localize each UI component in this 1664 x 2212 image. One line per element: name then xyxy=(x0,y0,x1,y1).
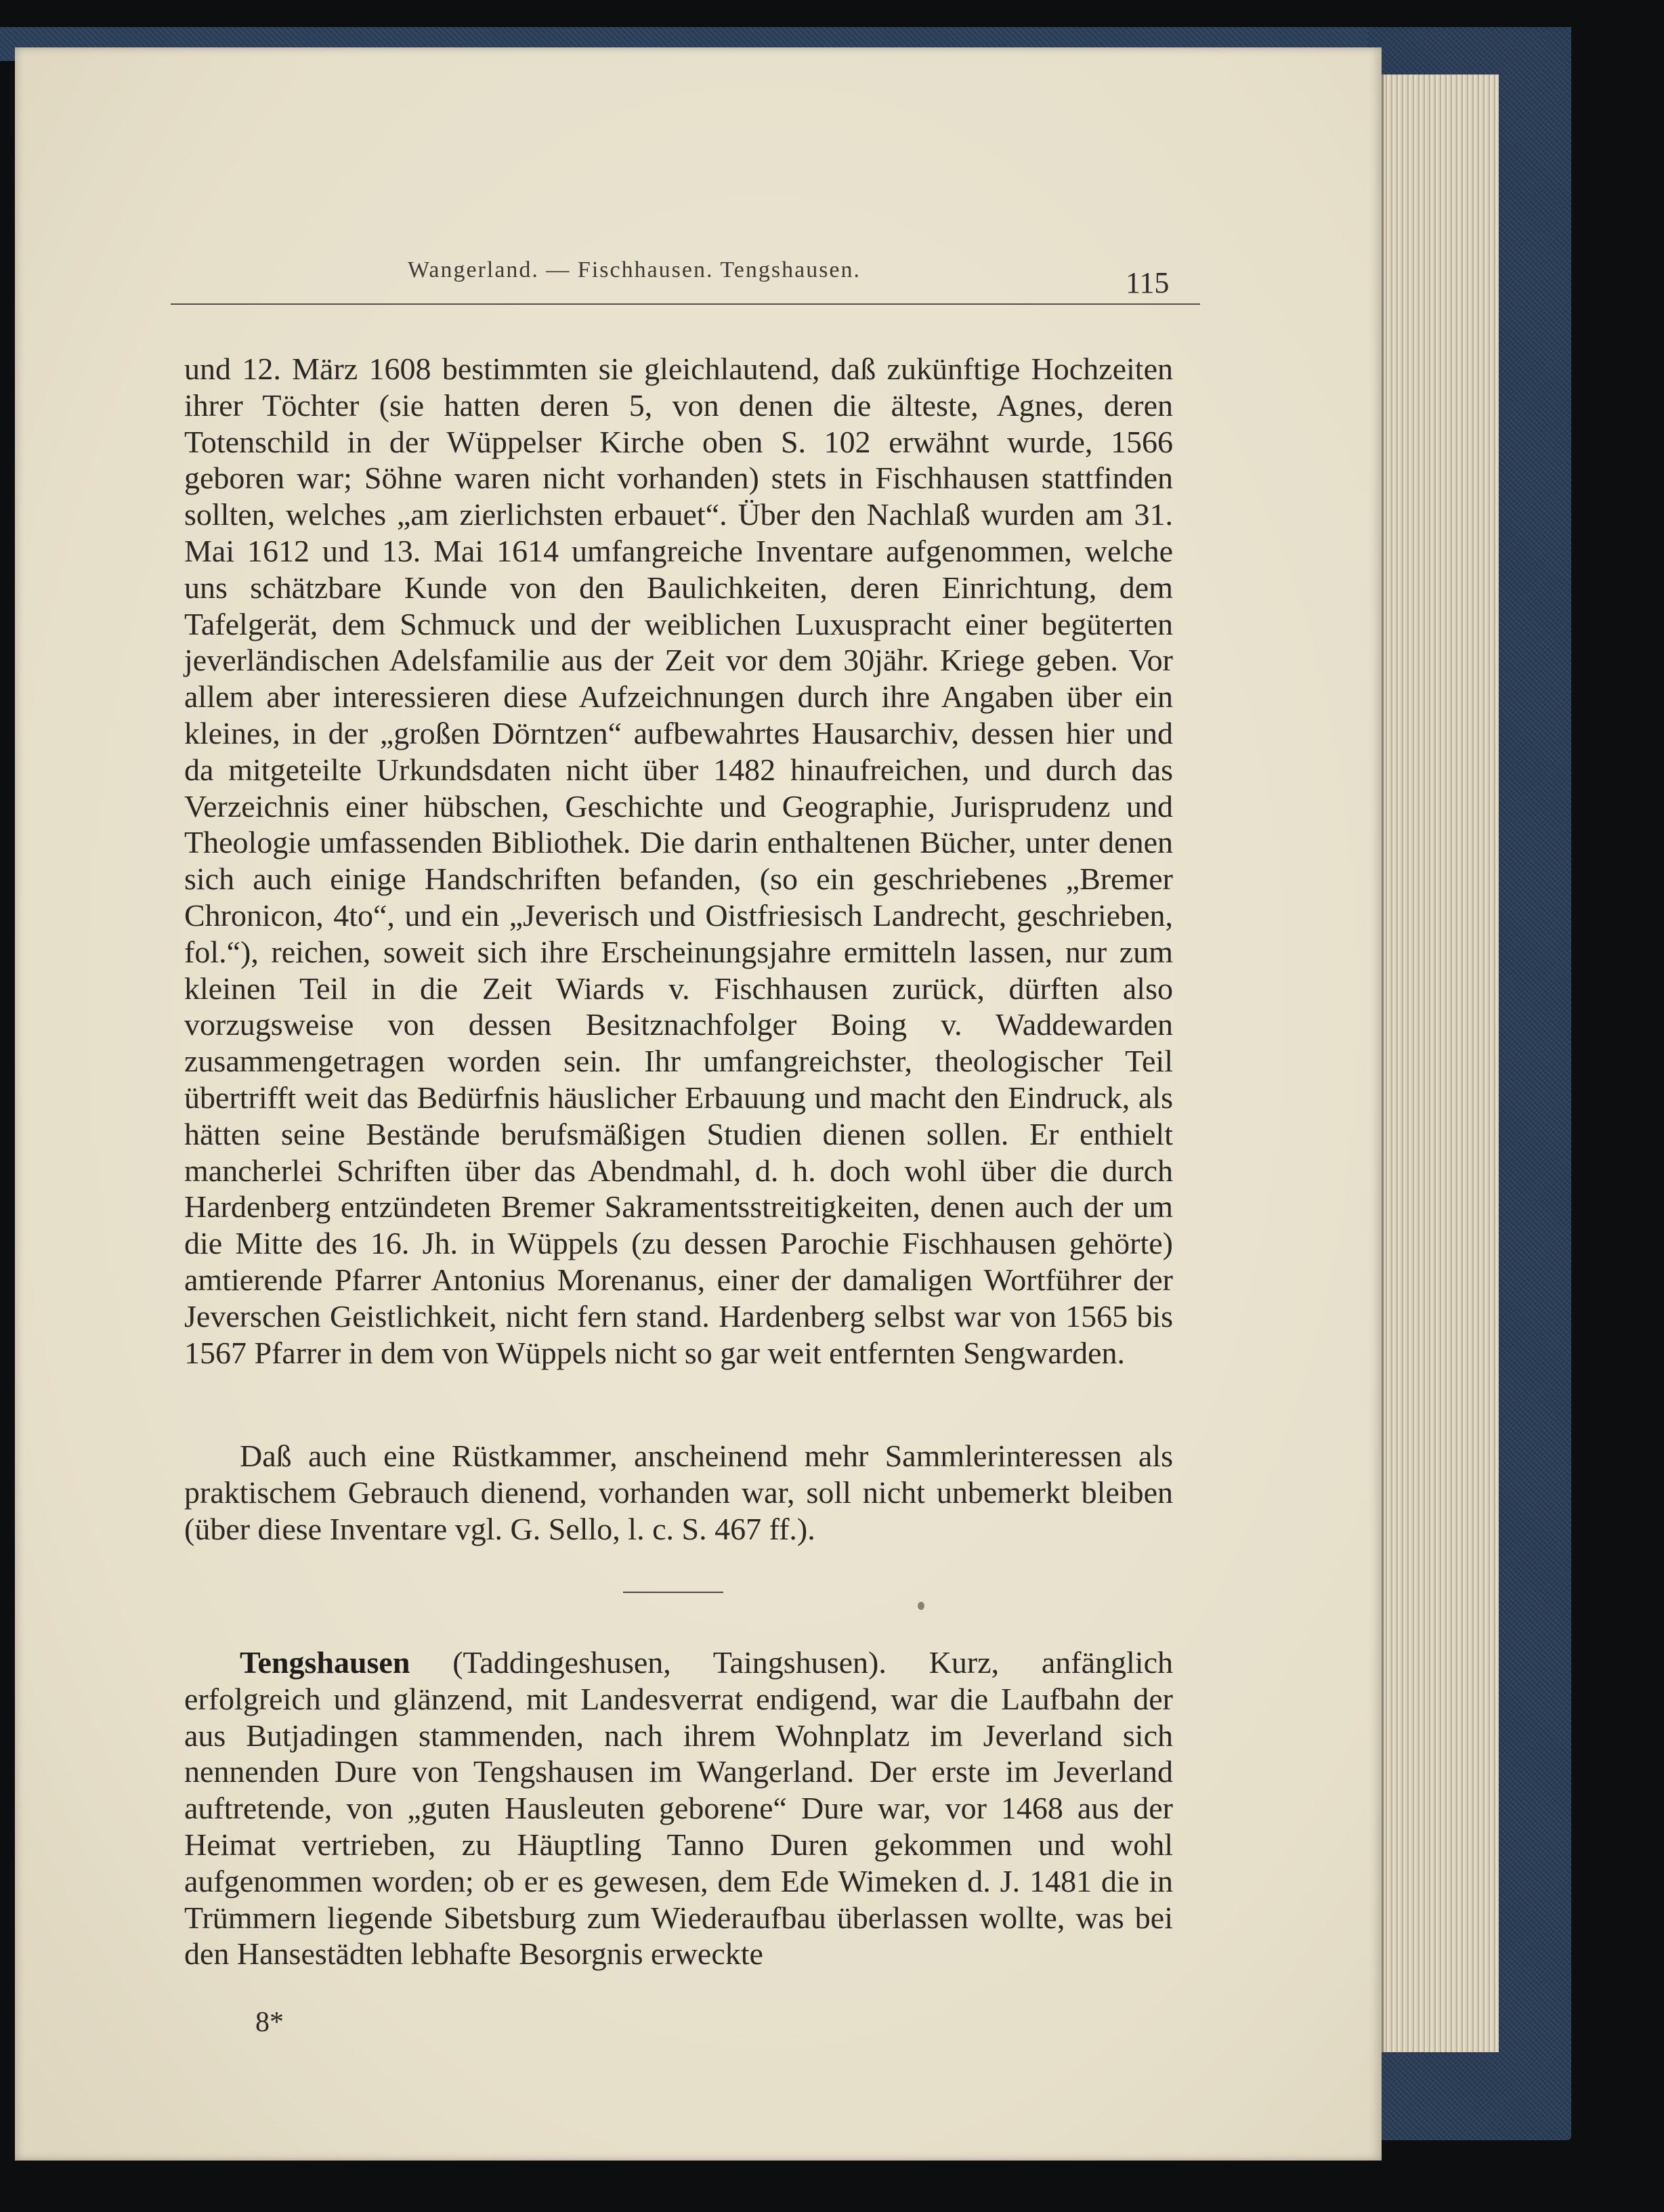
section-separator xyxy=(623,1592,723,1593)
paragraph-2: Daß auch eine Rüstkammer, anscheinend mehr Sammlerinteressen als praktischem Gebrauch dienend, vorhanden war, soll nicht unbemerkt bleiben (über diese Inventare vgl. G. Sello, l. c. S. 467 ff.). xyxy=(184,1439,1173,1546)
paragraph-3-text: (Taddingeshusen, Taingshusen). Kurz, anfänglich erfolgreich und glänzend, mit Landesverrat endigend, war die Laufbahn der aus Butjadingen stammenden, nach ihrem Wohnplatz im Jeverland sich nennenden Dure von Tengshausen im Wangerland. Der erste im Jeverland auftretende, von „guten Hausleuten geborene“ Dure war, vor 1468 aus der Heimat vertrieben, zu Häuptling Tanno Duren gekommen und wohl aufgenommen worden; ob er es gewesen, dem Ede Wimeken d. J. 1481 die in Trümmern liegende Sibetsburg zum Wiederaufbau überlassen wollte, was bei den Hansestädten lebhafte Besorgnis erweckte xyxy=(184,1645,1173,1972)
paper-spot xyxy=(918,1602,924,1610)
paragraph-3 xyxy=(184,1644,1173,1972)
section-title: Tengshausen xyxy=(240,1645,410,1680)
signature-mark: 8* xyxy=(255,2007,284,2038)
page-edges xyxy=(1382,75,1499,2052)
header-rule xyxy=(171,303,1200,305)
page-number: 115 xyxy=(1126,266,1170,299)
book-page xyxy=(15,47,1382,2161)
paragraph-1: und 12. März 1608 bestimmten sie gleichlautend, daß zukünftige Hochzeiten ihrer Töchter (sie hatten deren 5, von denen die älteste, Agnes, deren Totenschild in der Wüppelser Kirche oben S. 102 erwähnt wurde, 1566 geboren war; Söhne waren nicht vorhanden) stets in Fischhausen stattfinden sollten, welches „am zierlichsten erbauet“. Über den Nachlaß wurden am 31. Mai 1612 und 13. Mai 1614 umfangreiche Inventare aufgenommen, welche uns schätzbare Kunde von den Baulichkeiten, deren Einrichtung, dem Tafelgerät, dem Schmuck und der weiblichen Luxuspracht einer begüterten jeverländischen Adelsfamilie aus der Zeit vor dem 30jähr. Kriege geben. Vor allem aber interessieren diese Aufzeichnungen durch ihre Angaben über ein kleines, in der „großen Dörntzen“ aufbewahrtes Hausarchiv, dessen hier und da mitgeteilte Urkundsdaten nicht über 1482 hinaufreichen, und durch das Verzeichnis einer hübschen, Geschichte und Geographie, Jurisprudenz und Theologie umfassenden Bibliothek. Die darin enthaltenen Bücher, unter denen sich auch einige Handschriften befanden, (so ein geschriebenes „Bremer Chronicon, 4to“, und ein „Jeverisch und Oistfriesisch Landrecht, geschrieben, fol.“), reichen, soweit sich ihre Erscheinungsjahre ermitteln lassen, nur zum kleinen Teil in die Zeit Wiards v. Fischhausen zurück, dürften also vorzugsweise von dessen Besitznachfolger Boing v. Waddewarden zusammengetragen worden sein. Ihr umfangreichster, theologischer Teil übertrifft weit das Bedürfnis häuslicher Erbauung und macht den Eindruck, als hätten seine Bestände berufsmäßigen Studien dienen sollen. Er enthielt mancherlei Schriften über das Abendmahl, d. h. doch wohl über die durch Hardenberg entzündeten Bremer Sakramentsstreitigkeiten, denen auch der um die Mitte des 16. Jh. in Wüppels (zu dessen Parochie Fischhausen gehörte) amtierende Pfarrer Antonius Morenanus, einer der damaligen Wortführer der Jeverschen Geistlichkeit, nicht fern stand. Hardenberg selbst war von 1565 bis 1567 Pfarrer in dem von Wüppels nicht so gar weit entfernten Sengwarden. xyxy=(184,352,1173,1370)
running-head: Wangerland. — Fischhausen. Tengshausen. xyxy=(408,257,861,282)
